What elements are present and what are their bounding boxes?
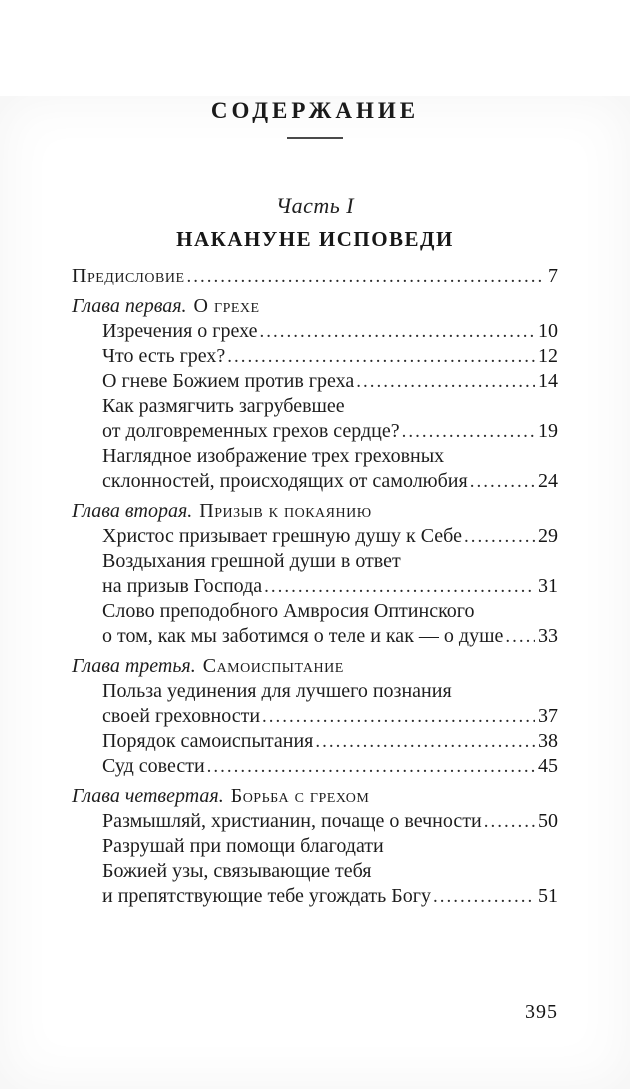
toc-chapter xyxy=(72,499,558,524)
toc-entry-line xyxy=(72,599,558,624)
entry-text: Божией узы, связывающие тебя xyxy=(102,860,372,882)
dot-leader xyxy=(505,624,535,649)
toc-entry-line xyxy=(72,754,558,779)
entry-page-number: 19 xyxy=(538,420,558,442)
entry-page-number: 14 xyxy=(538,370,558,392)
entry-text: О гневе Божием против греха xyxy=(102,370,355,392)
page-title: СОДЕРЖАНИЕ xyxy=(210,98,420,123)
entry-text: Размышляй, христианин, почаще о вечности xyxy=(102,810,482,832)
entry-text: Предисловие xyxy=(72,265,185,287)
entry-text: Как размягчить загрубевшее xyxy=(102,395,345,417)
toc-entry-line xyxy=(72,369,558,394)
toc-entry-line xyxy=(72,444,558,469)
toc-entry-line xyxy=(72,859,558,884)
toc-entry-line xyxy=(72,549,558,574)
book-page xyxy=(0,96,630,1089)
chapter-label: Глава вторая. xyxy=(72,500,193,522)
entry-page-number: 10 xyxy=(538,320,558,342)
entry-page-number: 51 xyxy=(538,885,558,907)
toc-entry-line xyxy=(72,524,558,549)
chapter-title: Самоиспытание xyxy=(202,655,344,677)
toc-chapter xyxy=(72,654,558,679)
dot-leader xyxy=(187,264,545,289)
dot-leader xyxy=(433,884,535,909)
dot-leader xyxy=(262,704,535,729)
toc-entry-line xyxy=(72,729,558,754)
chapter-label: Глава третья. xyxy=(72,655,196,677)
chapter-label: Глава первая. xyxy=(72,295,187,317)
page-number: 395 xyxy=(525,1001,558,1023)
entry-page-number: 31 xyxy=(538,575,558,597)
toc-entry-line xyxy=(72,834,558,859)
entry-text: Что есть грех? xyxy=(102,345,226,367)
toc-entry-line xyxy=(72,574,558,599)
entry-page-number: 24 xyxy=(538,470,558,492)
entry-text: Польза уединения для лучшего познания xyxy=(102,680,452,702)
entry-text: Слово преподобного Амвросия Оптинского xyxy=(102,600,475,622)
chapter-title: Борьба с грехом xyxy=(230,785,370,807)
entry-text: Наглядное изображение трех греховных xyxy=(102,445,445,467)
toc-entry-line xyxy=(72,419,558,444)
entry-text: и препятствующие тебе угождать Богу xyxy=(102,885,431,907)
title-divider xyxy=(287,137,343,139)
dot-leader xyxy=(264,574,535,599)
dot-leader xyxy=(227,344,535,369)
dot-leader xyxy=(207,754,535,779)
entry-text: Изречения о грехе xyxy=(102,320,258,342)
entry-text: о том, как мы заботимся о теле и как — о душе xyxy=(102,625,504,647)
toc-entry-line xyxy=(72,394,558,419)
chapter-title: Призыв к покаянию xyxy=(199,500,372,522)
entry-page-number: 37 xyxy=(538,705,558,727)
toc-entry-line xyxy=(72,809,558,834)
toc-chapter xyxy=(72,294,558,319)
dot-leader xyxy=(315,729,535,754)
entry-page-number: 50 xyxy=(538,810,558,832)
entry-page-number: 12 xyxy=(538,345,558,367)
entry-text: Христос призывает грешную душу к Себе xyxy=(102,525,462,547)
toc-entry-line xyxy=(72,344,558,369)
entry-page-number: 45 xyxy=(538,755,558,777)
entry-text: склонностей, происходящих от самолюбия xyxy=(102,470,468,492)
toc-chapter xyxy=(72,784,558,809)
entry-page-number: 7 xyxy=(548,265,558,287)
toc-list xyxy=(72,264,558,909)
entry-text: Суд совести xyxy=(102,755,205,777)
toc-entry-line xyxy=(72,704,558,729)
part-title: НАКАНУНЕ ИСПОВЕДИ xyxy=(176,227,454,251)
toc-entry-line xyxy=(72,624,558,649)
part-label: Часть I xyxy=(275,193,355,218)
entry-page-number: 33 xyxy=(538,625,558,647)
dot-leader xyxy=(470,469,535,494)
entry-text: своей греховности xyxy=(102,705,261,727)
entry-page-number: 29 xyxy=(538,525,558,547)
toc-entry-line xyxy=(72,679,558,704)
dot-leader xyxy=(402,419,535,444)
chapter-label: Глава четвертая. xyxy=(72,785,224,807)
entry-text: Воздыхания грешной души в ответ xyxy=(102,550,401,572)
entry-page-number: 38 xyxy=(538,730,558,752)
toc-entry-line xyxy=(72,884,558,909)
toc-entry-line xyxy=(72,469,558,494)
chapter-title: О грехе xyxy=(193,295,260,317)
entry-text: от долговременных грехов сердце? xyxy=(102,420,400,442)
toc-entry-line xyxy=(72,319,558,344)
dot-leader xyxy=(484,809,535,834)
entry-text: Разрушай при помощи благодати xyxy=(102,835,384,857)
toc-entry-line xyxy=(72,264,558,289)
dot-leader xyxy=(356,369,535,394)
entry-text: на призыв Господа xyxy=(102,575,263,597)
dot-leader xyxy=(259,319,535,344)
entry-text: Порядок самоиспытания xyxy=(102,730,314,752)
dot-leader xyxy=(464,524,535,549)
